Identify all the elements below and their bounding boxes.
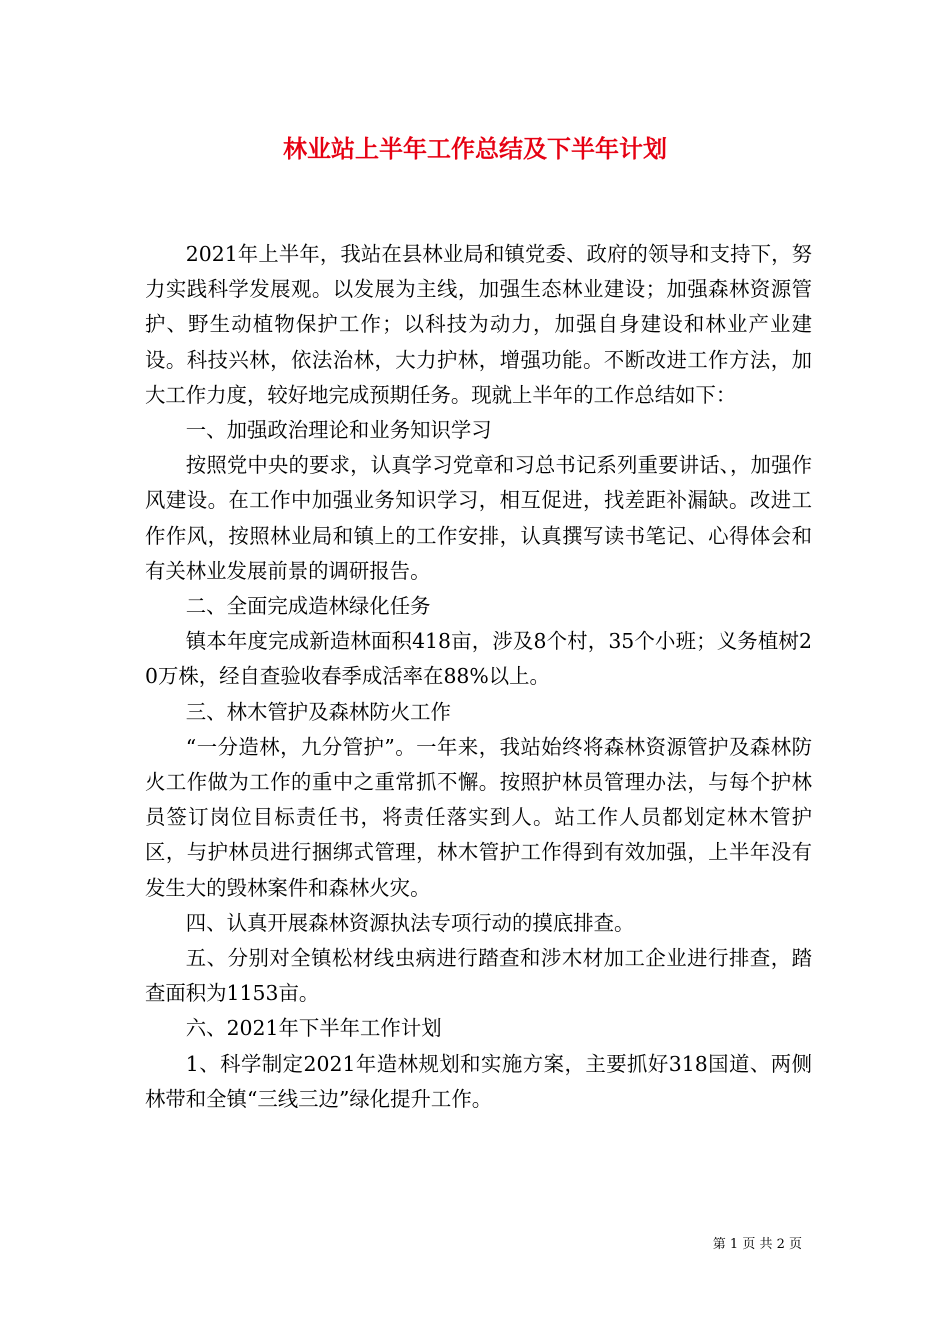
section-paragraph-5: 五、分别对全镇松材线虫病进行踏查和涉木材加工企业进行排查，踏查面积为1153亩。: [145, 946, 812, 1006]
section-heading-1: 一、加强政治理论和业务知识学习: [185, 418, 492, 443]
section-heading-6: 六、2021年下半年工作计划: [185, 1016, 442, 1041]
section-paragraph-1: 按照党中央的要求，认真学习党章和习总书记系列重要讲话、，加强作风建设。在工作中加强业务知识学习，相互促进，找差距补漏缺。改进工作作风，按照林业局和镇上的工作安排，认真撰写读书笔记、心得体会和有关林业发展前景的调研报告。: [145, 453, 812, 583]
section-heading-4: 四、认真开展森林资源执法专项行动的摸底排查。: [185, 910, 635, 935]
section-paragraph-3: “一分造林，九分管护”。一年来，我站始终将森林资源管护及森林防火工作做为工作的重中之重常抓不懈。按照护林员管理办法，与每个护林员签订岗位目标责任书，将责任落实到人。站工作人员都划定林木管护区，与护林员进行捆绑式管理，林木管护工作得到有效加强，上半年没有发生大的毁林案件和森林火灾。: [145, 734, 812, 900]
intro-paragraph: 2021年上半年，我站在县林业局和镇党委、政府的领导和支持下，努力实践科学发展观。以发展为主线，加强生态林业建设；加强森林资源管护、野生动植物保护工作；以科技为动力，加强自身建设和林业产业建设。科技兴林，依法治林，大力护林，增强功能。不断改进工作方法，加大工作力度，较好地完成预期任务。现就上半年的工作总结如下：: [145, 242, 812, 407]
section-paragraph-2: 镇本年度完成新造林面积418亩，涉及8个村，35个小班；义务植树20万株，经自查验收春季成活率在88%以上。: [145, 629, 812, 689]
page-number-label: 第 1 页 共 2 页: [712, 1237, 802, 1252]
section-heading-3: 三、林木管护及森林防火工作: [185, 699, 451, 724]
document-body: [145, 237, 812, 1117]
section-heading-2: 二、全面完成造林绿化任务: [185, 594, 431, 619]
page-number-footer: [713, 1237, 802, 1253]
plan-item-1: 1、科学制定2021年造林规划和实施方案，主要抓好318国道、两侧林带和全镇“三线三边”绿化提升工作。: [145, 1051, 812, 1111]
document-title: 林业站上半年工作总结及下半年计划: [283, 134, 667, 163]
